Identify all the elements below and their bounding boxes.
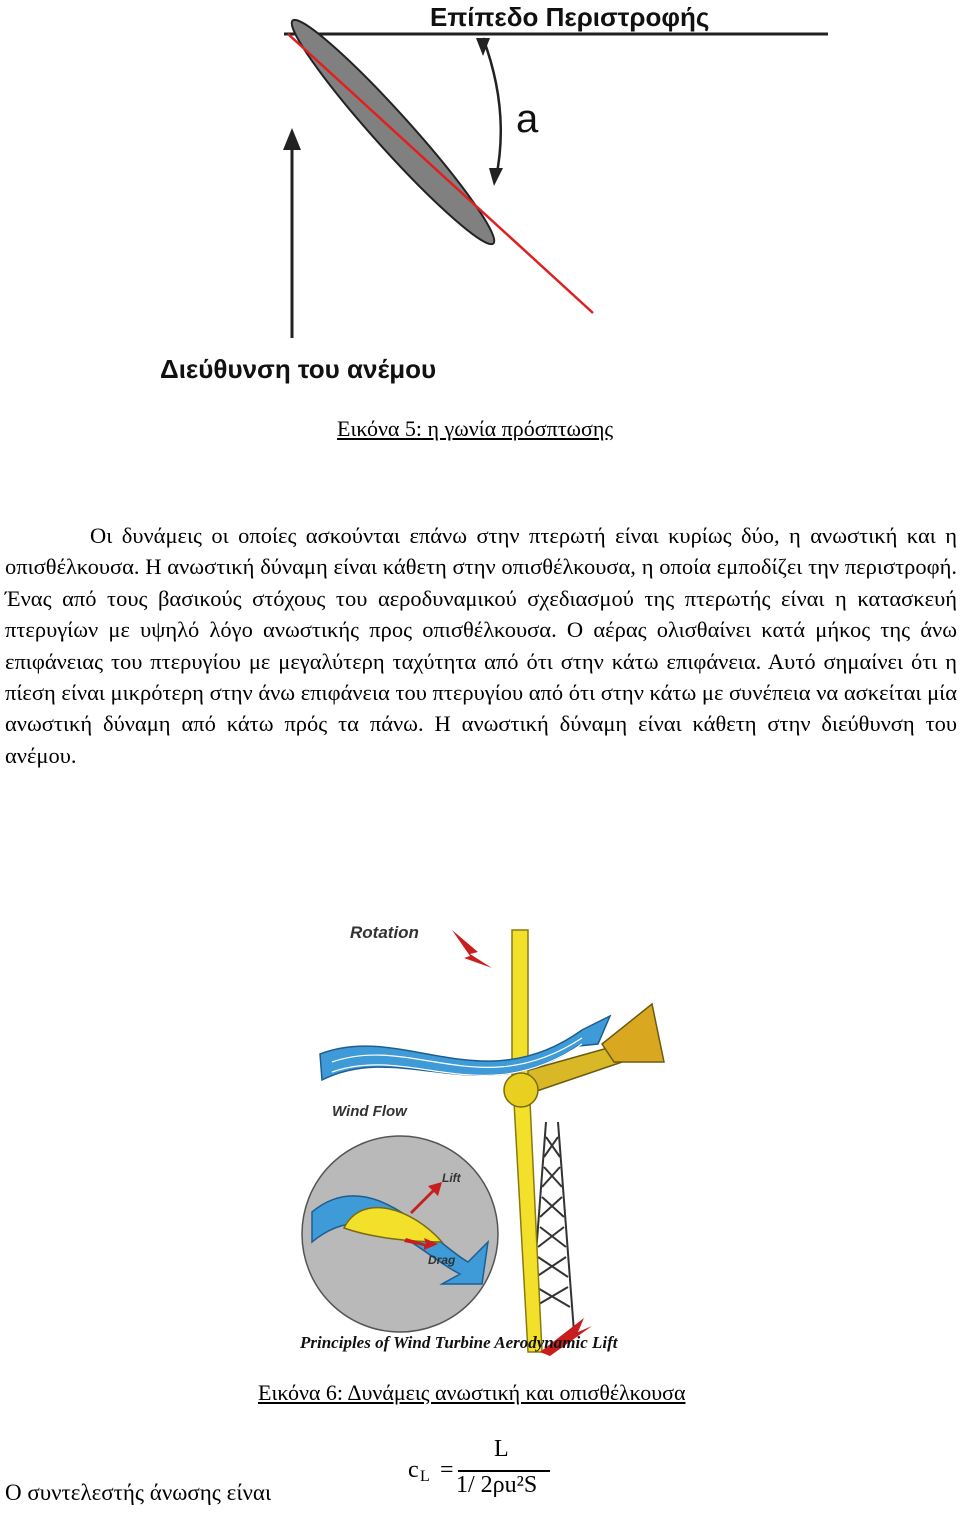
formula-numerator: L	[494, 1436, 509, 1462]
rotation-label: Rotation	[350, 923, 419, 942]
angle-label: a	[516, 97, 539, 141]
formula-equals: =	[440, 1457, 454, 1483]
wind-flow-label: Wind Flow	[332, 1103, 407, 1120]
angle-arc-arrowhead-bottom	[489, 168, 503, 186]
formula-lead-text: Ο συντελεστής άνωσης είναι	[5, 1480, 272, 1505]
body-paragraph: Οι δυνάμεις οι οποίες ασκούνται επάνω στην πτερωτή είναι κυρίως δύο, η ανωστική και η οπισθέλκουσα. Η ανωστική δύναμη είναι κάθετη στην οπισθέλκουσα, η οποία εμποδίζει την περιστροφή. Ένας από τους βασικούς στόχους του αεροδυναμικού σχεδιασμού της πτερωτής είναι η κατασκευή πτερυγίων με υψηλό λόγο ανωστικής προς οπισθέλκουσα. Ο αέρας ολισθαίνει κατά μήκος της άνω επιφάνειας του πτερυγίου με μεγαλύτερη ταχύτητα από ότι στην κάτω επιφάνεια. Αυτό σημαίνει ότι η πίεση είναι μικρότερη στην άνω επιφάνεια του πτερυγίου από ότι στην κάτω με συνέπεια να ασκείται μία ανωστική δύναμη από κάτω πρός τα πάνω. Η ανωστική δύναμη είναι κάθετη στην διεύθυνση του ανέμου.	[5, 523, 957, 768]
blade-cross-section	[279, 8, 506, 255]
wind-direction-arrowhead	[283, 128, 301, 150]
figure6-caption: Εικόνα 6: Δυνάμεις ανωστική και οπισθέλκουσα	[258, 1380, 686, 1405]
drag-label: Drag	[428, 1253, 456, 1267]
lift-coefficient-formula	[408, 1436, 558, 1510]
angle-arc	[483, 38, 501, 178]
formula-lhs-subscript: L	[420, 1468, 430, 1485]
lift-label: Lift	[442, 1171, 461, 1185]
rotation-plane-label: Επίπεδο Περιστροφής	[430, 2, 710, 32]
formula-lhs: c	[408, 1457, 419, 1483]
wind-direction-label: Διεύθυνση του ανέμου	[160, 354, 437, 384]
formula-denominator: 1/ 2ρu²S	[456, 1472, 538, 1498]
chord-reference-line	[288, 34, 593, 313]
figure5-caption: Εικόνα 5: η γωνία πρόσπτωσης	[337, 416, 614, 441]
rotor-hub	[504, 1073, 538, 1107]
wind-turbine-figure	[292, 912, 678, 1364]
angle-of-attack-figure	[150, 0, 850, 400]
figure6-title: Principles of Wind Turbine Aerodynamic Lift	[300, 1333, 618, 1352]
